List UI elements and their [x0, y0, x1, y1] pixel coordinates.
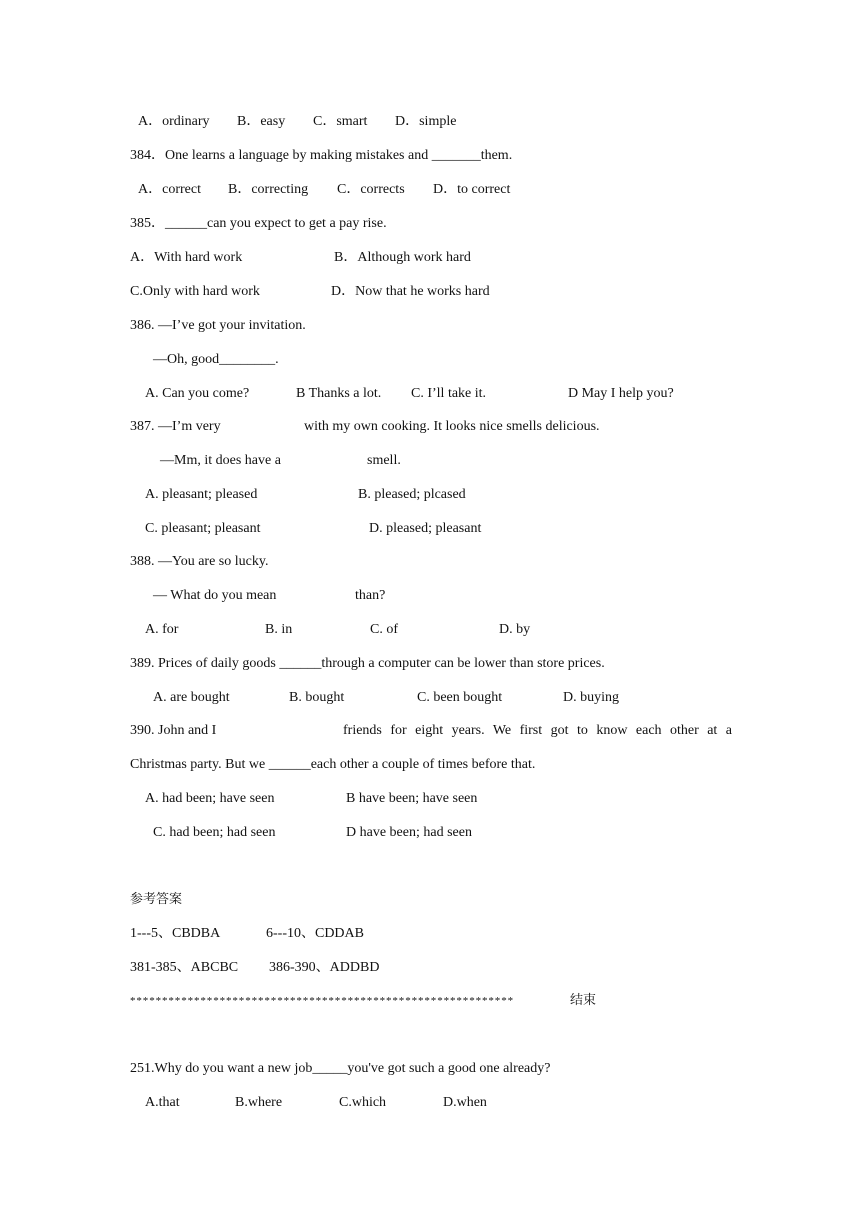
- q388-option-d: D. by: [499, 622, 531, 637]
- q387-option-a: A. pleasant; pleased: [145, 487, 258, 502]
- q390-option-b: B have been; have seen: [346, 791, 478, 806]
- q388-option-c: C. of: [370, 622, 398, 637]
- q386-option-b: B Thanks a lot.: [296, 386, 382, 401]
- q388-reply-end: than?: [355, 588, 386, 603]
- q388-reply-start: — What do you mean: [153, 588, 277, 603]
- q251-stem: 251.Why do you want a new job_____you've got such a good one already?: [130, 1061, 551, 1076]
- q389-option-c: C. been bought: [417, 690, 503, 705]
- end-stars-divider: ************************************************************: [130, 995, 514, 1007]
- q388-stem: 388. —You are so lucky.: [130, 554, 269, 569]
- q390-option-c: C. had been; had seen: [153, 825, 276, 840]
- answers-heading: 参考答案: [130, 892, 183, 907]
- q251-option-d: D.when: [443, 1095, 487, 1110]
- q383-option-a: A．ordinary: [138, 114, 210, 129]
- q390-line2: Christmas party. But we ______each other a couple of times before that.: [130, 757, 536, 772]
- q389-option-d: D. buying: [563, 690, 619, 705]
- q389-stem: 389. Prices of daily goods ______through a computer can be lower than store prices.: [130, 656, 605, 671]
- q387-option-b: B. pleased; plcased: [358, 487, 466, 502]
- q387-stem-end: with my own cooking. It looks nice smells delicious.: [304, 419, 600, 434]
- q388-option-b: B. in: [265, 622, 293, 637]
- q384-stem: 384．One learns a language by making mistakes and _______them.: [130, 148, 513, 163]
- q389-option-b: B. bought: [289, 690, 345, 705]
- q384-option-a: A．correct: [138, 182, 201, 197]
- q386-reply: —Oh, good________.: [153, 352, 279, 367]
- q389-option-a: A. are bought: [153, 690, 230, 705]
- q251-option-b: B.where: [235, 1095, 283, 1110]
- answer-key-1-5: 1---5、CBDBA: [130, 926, 221, 941]
- q384-option-d: D．to correct: [433, 182, 511, 197]
- q384-option-b: B．correcting: [228, 182, 309, 197]
- answer-key-386-390: 386-390、ADDBD: [269, 960, 380, 975]
- q385-option-a: A．With hard work: [130, 250, 243, 265]
- q385-stem: 385．______can you expect to get a pay rise.: [130, 216, 387, 231]
- q386-option-c: C. I’ll take it.: [411, 386, 487, 401]
- q387-stem-start: 387. —I’m very: [130, 419, 221, 434]
- q383-option-c: C．smart: [313, 114, 368, 129]
- answer-key-381-385: 381-385、ABCBC: [130, 960, 239, 975]
- q390-line1-end: friends for eight years. We first got to know each other at a: [343, 723, 732, 738]
- answer-key-6-10: 6---10、CDDAB: [266, 926, 364, 941]
- q251-option-c: C.which: [339, 1095, 387, 1110]
- q383-option-b: B．easy: [237, 114, 286, 129]
- q386-stem: 386. —I’ve got your invitation.: [130, 318, 306, 333]
- q387-reply-end: smell.: [367, 453, 401, 468]
- q384-option-c: C．corrects: [337, 182, 405, 197]
- q385-option-c: C.Only with hard work: [130, 284, 260, 299]
- q390-option-d: D have been; had seen: [346, 825, 472, 840]
- q387-reply-start: —Mm, it does have a: [160, 453, 281, 468]
- q251-option-a: A.that: [145, 1095, 180, 1110]
- q385-option-d: D．Now that he works hard: [331, 284, 490, 299]
- q388-option-a: A. for: [145, 622, 179, 637]
- q387-option-d: D. pleased; pleasant: [369, 521, 482, 536]
- q386-option-a: A. Can you come?: [145, 386, 250, 401]
- end-label: 结束: [570, 993, 597, 1008]
- q386-option-d: D May I help you?: [568, 386, 674, 401]
- q390-option-a: A. had been; have seen: [145, 791, 275, 806]
- q390-line1-start: 390. John and I: [130, 723, 217, 738]
- q383-option-d: D．simple: [395, 114, 457, 129]
- q385-option-b: B．Although work hard: [334, 250, 471, 265]
- q387-option-c: C. pleasant; pleasant: [145, 521, 261, 536]
